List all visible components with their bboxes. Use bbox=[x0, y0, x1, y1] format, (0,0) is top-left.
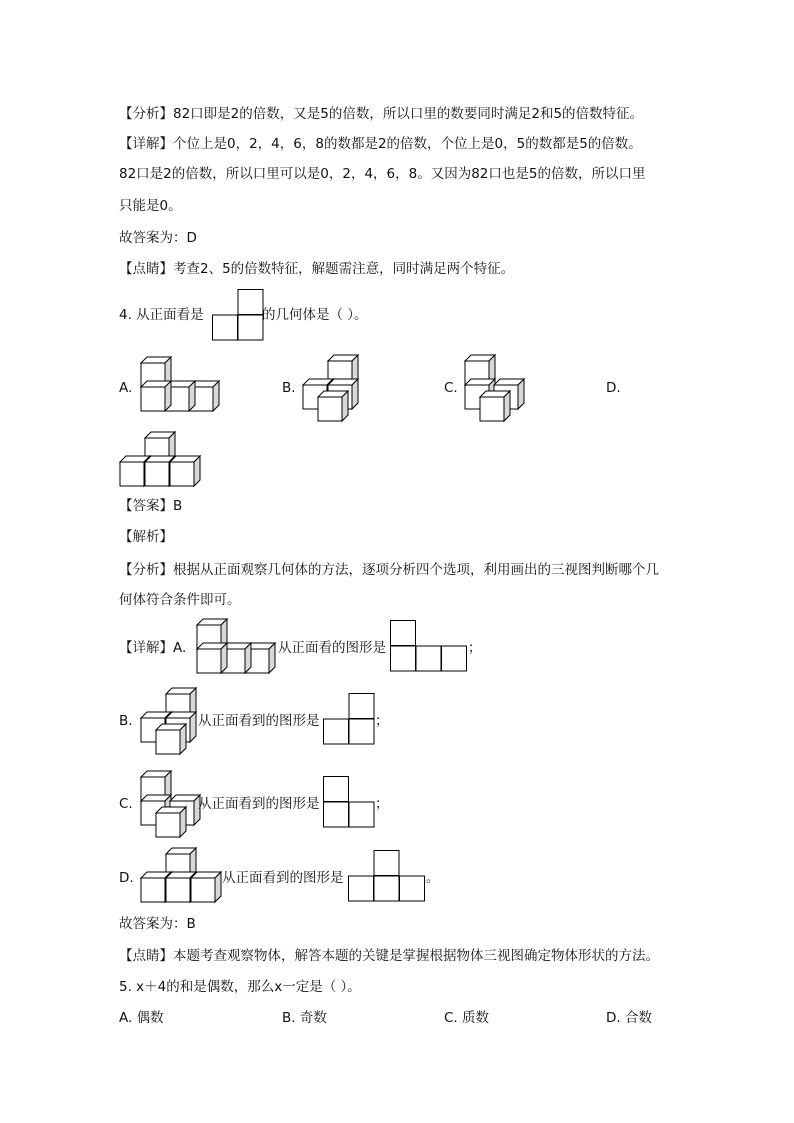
detail-line-2: 82口是2的倍数，所以口里可以是0，2，4，6，8。又因为82口也是5的倍数，所以口里 bbox=[119, 166, 646, 182]
q5-option-b: B. 奇数 bbox=[282, 1010, 327, 1026]
dianjing-line-2: 【点睛】本题考查观察物体，解答本题的关键是掌握根据物体三视图确定物体形状的方法。 bbox=[119, 948, 659, 964]
detail-a-figure bbox=[196, 618, 280, 678]
detail-a-end: ； bbox=[468, 640, 482, 656]
detail-b-front-view bbox=[323, 693, 377, 747]
detail-b-figure bbox=[140, 687, 200, 757]
detail-d-figure bbox=[140, 847, 224, 907]
detail-c-end: ； bbox=[375, 796, 389, 812]
detail-b-prefix: B. bbox=[119, 713, 133, 729]
detail-d-text: 从正面看到的图形是 bbox=[222, 870, 344, 886]
detail-c-prefix: C. bbox=[119, 796, 133, 812]
option-c-label: C. bbox=[444, 380, 458, 396]
q5-option-d: D. 合数 bbox=[606, 1010, 652, 1026]
detail-line-3: 只能是0。 bbox=[119, 198, 182, 214]
detail-line: 【详解】个位上是0，2，4，6，8的数都是2的倍数，个位上是0，5的数都是5的倍数。 bbox=[119, 136, 642, 152]
detail-d-prefix: D. bbox=[119, 870, 134, 886]
detail-c-front-view bbox=[323, 776, 377, 830]
analysis-line-2: 【分析】根据从正面观察几何体的方法，逐项分析四个选项，利用画出的三视图判断哪个几 bbox=[119, 562, 659, 578]
option-b-figure bbox=[302, 354, 362, 424]
analysis-line-3: 何体符合条件即可。 bbox=[119, 592, 241, 608]
detail-b-text: 从正面看到的图形是 bbox=[198, 713, 320, 729]
detail-d-end: 。 bbox=[426, 870, 440, 886]
q5-option-a: A. 偶数 bbox=[119, 1010, 164, 1026]
option-d-label: D. bbox=[606, 380, 621, 396]
answer-label: 【答案】B bbox=[119, 498, 183, 514]
analysis-line: 【分析】82口即是2的倍数，又是5的倍数，所以口里的数要同时满足2和5的倍数特征。 bbox=[119, 106, 644, 122]
dianjing-line: 【点睛】考查2、5的倍数特征，解题需注意，同时满足两个特征。 bbox=[119, 261, 515, 277]
option-c-figure bbox=[464, 354, 526, 424]
question-4-prefix: 4. 从正面看是 bbox=[119, 307, 204, 323]
detail-d-front-view bbox=[348, 850, 428, 904]
detail-a-text: 从正面看的图形是 bbox=[278, 640, 386, 656]
detail-b-end: ； bbox=[375, 713, 389, 729]
option-a-label: A. bbox=[119, 380, 133, 396]
detail-c-figure bbox=[140, 770, 202, 840]
detail-c-text: 从正面看到的图形是 bbox=[198, 796, 320, 812]
option-d-figure bbox=[119, 431, 203, 491]
answer-line: 故答案为：D bbox=[119, 230, 197, 246]
front-view-figure bbox=[212, 289, 264, 341]
detail-a-front-view bbox=[390, 620, 470, 674]
option-b-label: B. bbox=[282, 380, 296, 396]
final-answer: 故答案为：B bbox=[119, 916, 196, 932]
option-a-figure bbox=[140, 356, 220, 418]
detail-a-prefix: 【详解】A. bbox=[119, 640, 187, 656]
question-4-suffix: 的几何体是（ ）。 bbox=[262, 307, 368, 323]
question-5: 5. x＋4的和是偶数，那么x一定是（ ）。 bbox=[119, 979, 361, 995]
q5-option-c: C. 质数 bbox=[444, 1010, 490, 1026]
jiexi-label: 【解析】 bbox=[119, 529, 173, 545]
